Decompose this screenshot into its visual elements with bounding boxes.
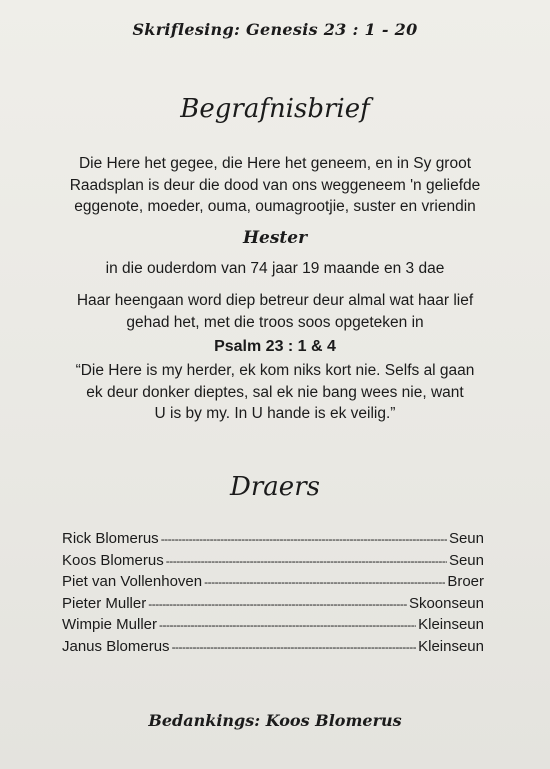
dotted-leader: [148, 597, 407, 611]
bearer-row: [62, 638, 484, 660]
dotted-leader: [159, 618, 416, 632]
bearer-row: [62, 616, 484, 638]
bearer-relation: Broer: [447, 573, 484, 590]
bearers-title: Draers: [230, 472, 320, 502]
intro-line: Raadsplan is deur die dood van ons weggeneem 'n geliefde: [69, 176, 481, 194]
bearer-relation: Seun: [448, 551, 484, 569]
quote-line: “Die Here is my herder, ek kom niks kort nie. Selfs al gaan: [75, 362, 475, 379]
scripture-reading: Skriflesing: Genesis 23 : 1 - 20: [132, 20, 418, 39]
bearer-row: [62, 595, 484, 617]
age-line: in die ouderdom van 74 jaar 19 maande en 3 dae: [105, 260, 445, 277]
intro-line: eggenote, moeder, ouma, oumagrootjie, suster en vriendin: [74, 198, 476, 215]
intro-paragraph: [30, 153, 520, 218]
psalm-quote: [30, 360, 520, 425]
bearer-row: [62, 573, 484, 595]
quote-line: U is by my. In U hande is ek veilig.”: [154, 405, 396, 422]
dotted-leader: [166, 554, 447, 568]
bearer-relation: Kleinseun: [418, 616, 484, 633]
intro-line: Die Here het gegee, die Here het geneem, en in Sy groot: [78, 155, 472, 172]
mourning-line: Haar heengaan word diep betreur deur almal wat haar lief: [76, 292, 474, 309]
bearer-name: Koos Blomerus: [62, 551, 164, 569]
deceased-name: Hester: [242, 228, 308, 248]
dotted-leader: [161, 532, 447, 546]
bearer-name: Piet van Vollenhoven: [62, 573, 203, 590]
acknowledgements: Bedankings: Koos Blomerus: [148, 711, 402, 730]
bearer-name: Wimpie Muller: [62, 616, 158, 633]
mourning-line: gehad het, met die troos soos opgeteken in: [126, 313, 424, 331]
bearer-relation: Skoonseun: [408, 594, 484, 612]
quote-line: ek deur donker dieptes, sal ek nie bang wees nie, want: [86, 383, 464, 401]
bearer-row: [62, 552, 484, 574]
dotted-leader: [204, 575, 445, 589]
psalm-reference: Psalm 23 : 1 & 4: [214, 338, 336, 355]
bearers-list: [62, 530, 484, 659]
dotted-leader: [172, 640, 417, 654]
bearer-relation: Seun: [448, 530, 484, 547]
bearer-row: [62, 530, 484, 552]
bearer-name: Rick Blomerus: [62, 530, 159, 547]
bearer-relation: Kleinseun: [418, 637, 484, 655]
bearer-name: Pieter Muller: [62, 594, 147, 612]
card-title: Begrafnisbrief: [180, 94, 370, 124]
bearer-name: Janus Blomerus: [62, 637, 170, 655]
mourning-paragraph: [30, 290, 520, 333]
